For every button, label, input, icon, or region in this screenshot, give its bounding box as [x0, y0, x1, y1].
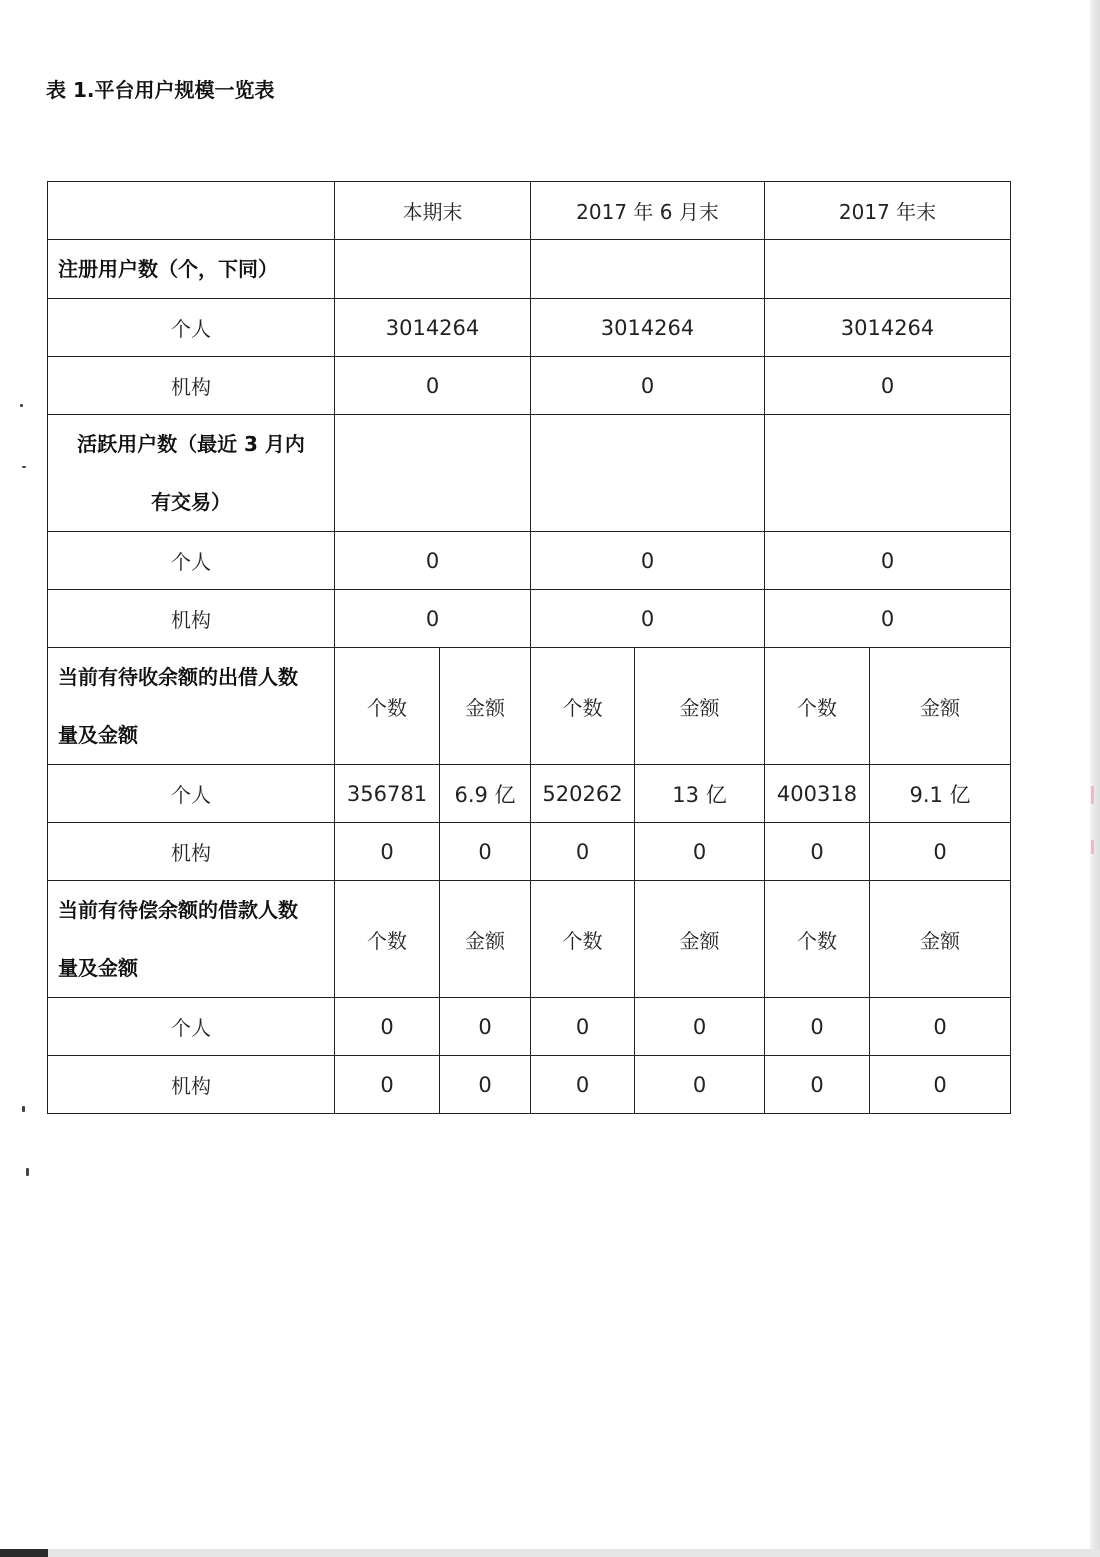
section-label-line: 量及金额	[58, 956, 138, 980]
column-header-2017-june: 2017 年 6 月末	[531, 182, 765, 240]
value-cell: 0	[531, 998, 635, 1056]
subheader-amount: 金额	[440, 881, 531, 998]
value-cell: 0	[870, 1056, 1011, 1114]
value-cell: 0	[531, 823, 635, 881]
scan-edge-bottom	[0, 1549, 1100, 1557]
value-cell: 3014264	[765, 299, 1011, 357]
value-cell: 0	[870, 823, 1011, 881]
section-label-borrowers	[48, 881, 335, 998]
value-cell: 0	[335, 590, 531, 648]
empty-cell	[335, 240, 531, 299]
row-label-institution: 机构	[48, 1056, 335, 1114]
value-cell: 3014264	[531, 299, 765, 357]
user-scale-table	[47, 181, 1011, 1114]
section-label-line: 量及金额	[58, 723, 138, 747]
value-cell: 0	[765, 998, 870, 1056]
row-label-individual: 个人	[48, 765, 335, 823]
value-cell: 0	[635, 998, 765, 1056]
row-label-institution: 机构	[48, 357, 335, 415]
scan-mark	[1091, 786, 1094, 804]
value-cell: 6.9 亿	[440, 765, 531, 823]
value-cell: 0	[765, 532, 1011, 590]
value-cell: 0	[531, 590, 765, 648]
value-cell: 0	[531, 1056, 635, 1114]
value-cell: 0	[765, 1056, 870, 1114]
value-cell: 520262	[531, 765, 635, 823]
table-row	[48, 765, 1011, 823]
row-label-institution: 机构	[48, 823, 335, 881]
value-cell: 9.1 亿	[870, 765, 1011, 823]
value-cell: 0	[440, 823, 531, 881]
value-cell: 3014264	[335, 299, 531, 357]
section-row-active	[48, 415, 1011, 532]
subheader-amount: 金额	[635, 648, 765, 765]
value-cell: 0	[635, 823, 765, 881]
subheader-count: 个数	[765, 648, 870, 765]
scan-corner	[0, 1549, 48, 1557]
header-row	[48, 182, 1011, 240]
scan-mark	[1091, 840, 1094, 854]
scan-edge-right	[1090, 0, 1100, 1557]
value-cell: 0	[335, 532, 531, 590]
subheader-amount: 金额	[635, 881, 765, 998]
value-cell: 0	[870, 998, 1011, 1056]
row-label-individual: 个人	[48, 998, 335, 1056]
table-row	[48, 998, 1011, 1056]
value-cell: 0	[531, 532, 765, 590]
value-cell: 0	[335, 823, 440, 881]
table-row	[48, 590, 1011, 648]
value-cell: 400318	[765, 765, 870, 823]
page-title: 表 1.平台用户规模一览表	[46, 78, 275, 102]
section-label-lenders	[48, 648, 335, 765]
subheader-count: 个数	[335, 881, 440, 998]
table-row	[48, 299, 1011, 357]
section-label-active	[48, 415, 335, 532]
value-cell: 0	[335, 357, 531, 415]
row-label-institution: 机构	[48, 590, 335, 648]
section-row-lenders	[48, 648, 1011, 765]
scan-speck	[22, 1106, 25, 1112]
value-cell: 0	[531, 357, 765, 415]
section-label-registered: 注册用户数（个，下同）	[48, 240, 335, 299]
scan-speck	[20, 404, 23, 407]
value-cell: 13 亿	[635, 765, 765, 823]
empty-cell	[335, 415, 531, 532]
subheader-count: 个数	[765, 881, 870, 998]
value-cell: 356781	[335, 765, 440, 823]
value-cell: 0	[335, 998, 440, 1056]
row-label-individual: 个人	[48, 532, 335, 590]
table-row	[48, 823, 1011, 881]
section-label-line: 当前有待偿余额的借款人数	[58, 898, 298, 922]
scan-speck	[22, 466, 26, 468]
section-label-line: 当前有待收余额的出借人数	[58, 665, 298, 689]
value-cell: 0	[440, 1056, 531, 1114]
empty-cell	[531, 415, 765, 532]
section-row-registered	[48, 240, 1011, 299]
section-row-borrowers	[48, 881, 1011, 998]
scan-speck	[26, 1168, 29, 1176]
subheader-count: 个数	[531, 881, 635, 998]
empty-cell	[765, 240, 1011, 299]
subheader-amount: 金额	[440, 648, 531, 765]
subheader-count: 个数	[531, 648, 635, 765]
subheader-count: 个数	[335, 648, 440, 765]
table-row	[48, 1056, 1011, 1114]
section-label-line: 活跃用户数（最近 3 月内	[77, 432, 305, 456]
value-cell: 0	[635, 1056, 765, 1114]
subheader-amount: 金额	[870, 881, 1011, 998]
table-row	[48, 357, 1011, 415]
row-label-individual: 个人	[48, 299, 335, 357]
value-cell: 0	[440, 998, 531, 1056]
table-row	[48, 532, 1011, 590]
value-cell: 0	[765, 823, 870, 881]
empty-cell	[765, 415, 1011, 532]
subheader-amount: 金额	[870, 648, 1011, 765]
value-cell: 0	[765, 357, 1011, 415]
empty-cell	[531, 240, 765, 299]
value-cell: 0	[335, 1056, 440, 1114]
header-corner-cell	[48, 182, 335, 240]
column-header-period-end: 本期末	[335, 182, 531, 240]
column-header-2017-end: 2017 年末	[765, 182, 1011, 240]
section-label-line: 有交易）	[151, 490, 231, 514]
value-cell: 0	[765, 590, 1011, 648]
